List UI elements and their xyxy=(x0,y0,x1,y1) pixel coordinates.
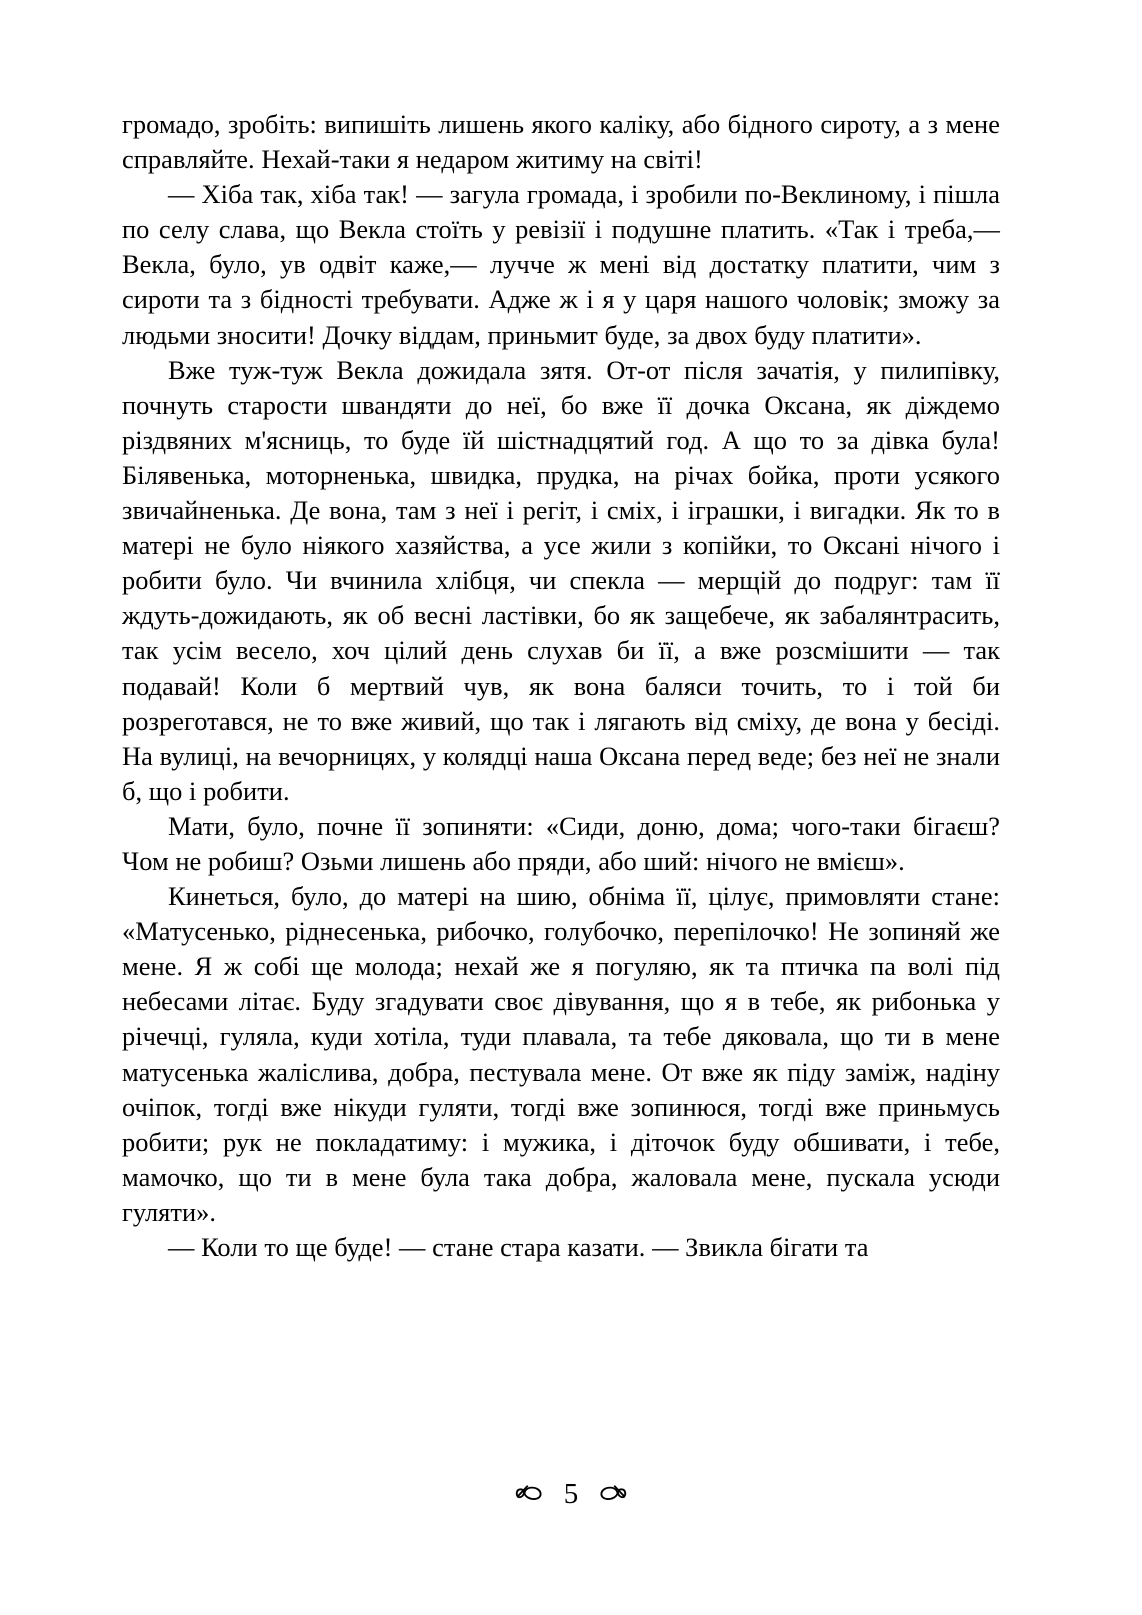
ornament-left-icon xyxy=(514,1480,544,1510)
page-text-block xyxy=(122,107,1000,1265)
paragraph: громадо, зробіть: випишіть лишень якого каліку, або бідного сироту, а з мене справляйте. Нехай-таки я недаром житиму на світі! xyxy=(122,109,1000,175)
paragraph: — Хіба так, хіба так! — загула громада, і зробили по-Веклиному, і пішла по селу слава, що Векла стоїть у ревізії і подушне платить. «Так і треба,— Векла, було, ув одвіт каже,— лучче ж мені від достатку платити, чим з сироти та з бідності требувати. Адже ж і я у царя нашого чоловік; зможу за людьми зносити! Дочку віддам, приньмит буде, за двох буду платити». xyxy=(122,179,1000,350)
paragraph: Вже туж-туж Векла дожидала зятя. От-от після зачатія, у пилипівку, почнуть старости швандяти до неї, бо вже її дочка Оксана, як діждемо різдвяних м'ясниць, то буде їй шістнадцятий год. А що то за дівка була! Білявенька, моторненька, швидка, прудка, на річах бойка, проти усякого звичайненька. Де вона, там з неї і регіт, і сміх, і іграшки, і вигадки. Як то в матері не було ніякого хазяйства, а усе жили з копійки, то Оксані нічого і робити було. Чи вчинила хлібця, чи спекла — мерщій до подруг: там її ждуть-дожидають, як об весні ластівки, бо як защебече, як забалянтрасить, так усім весело, хоч цілий день слухав би її, а вже розсмішити — так подавай! Коли б мертвий чув, як вона баляси точить, то і той би розреготався, не то вже живий, що так і лягають від сміху, де вона у бесіді. На вулиці, на вечорницях, у колядці наша Оксана перед веде; без неї не знали б, що і робити. xyxy=(122,354,1000,806)
page-number: 5 xyxy=(563,1478,579,1510)
paragraph: Кинеться, було, до матері на шию, обніма її, цілує, примовляти стане: «Матусенько, ріднесенька, рибочко, голубочко, перепілочко! Не зопиняй же мене. Я ж собі ще молода; нехай же я погуляю, як та птичка па волі під небесами літає. Буду згадувати своє дівування, що я в тебе, як рибонька у річечці, гуляла, куди хотіла, туди плавала, та тебе дяковала, що ти в мене матусенька жаліслива, добра, пестувала мене. От вже як піду заміж, надіну очіпок, тогді вже нікуди гуляти, тогді вже зопинюся, тогді вже приньмусь робити; рук не покладатиму: і мужика, і діточок буду обшивати, і тебе, мамочко, що ти в мене була така добра, жаловала мене, пускала усюди гуляти». xyxy=(122,881,1000,1227)
ornament-right-icon xyxy=(598,1480,628,1510)
paragraph: Мати, було, почне її зопиняти: «Сиди, доню, дома; чого-таки бігаєш? Чом не робиш? Озьми лишень або пряди, або ший: нічого не вмієш». xyxy=(122,810,1000,876)
page-footer xyxy=(0,1478,1142,1511)
paragraph: — Коли то ще буде! — стане стара казати. — Звикла бігати та xyxy=(168,1232,869,1262)
